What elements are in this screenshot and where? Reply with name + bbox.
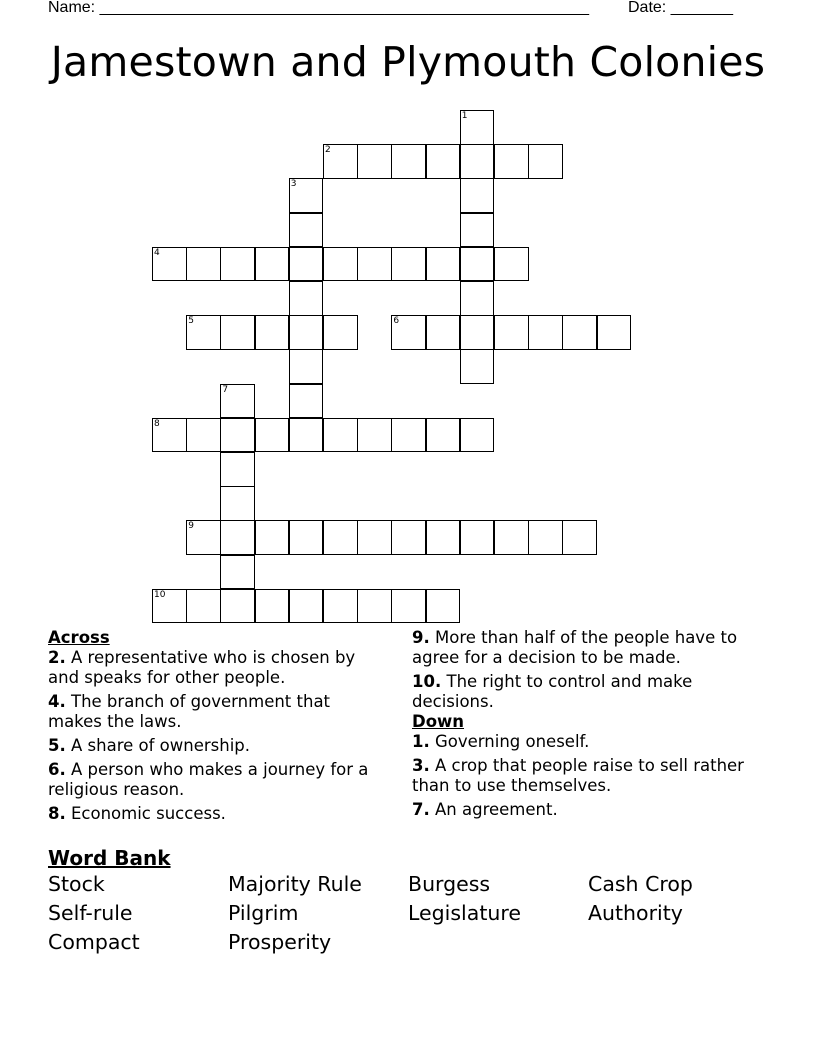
- clue-text: The right to control and make decisions.: [412, 672, 693, 711]
- crossword-cell[interactable]: [460, 520, 495, 555]
- crossword-cell[interactable]: [460, 281, 495, 316]
- crossword-cell[interactable]: [152, 589, 187, 624]
- clue-number: 8.: [48, 804, 66, 823]
- crossword-cell[interactable]: [562, 315, 597, 350]
- crossword-cell[interactable]: [460, 315, 495, 350]
- crossword-cell[interactable]: [220, 486, 255, 521]
- crossword-cell[interactable]: [220, 315, 255, 350]
- crossword-cell[interactable]: [323, 589, 358, 624]
- crossword-cell[interactable]: [289, 589, 324, 624]
- crossword-cell[interactable]: [494, 315, 529, 350]
- word-bank-item: Pilgrim: [228, 901, 299, 925]
- crossword-cell[interactable]: [289, 315, 324, 350]
- clue-number: 1.: [412, 732, 430, 751]
- crossword-cell[interactable]: [220, 555, 255, 590]
- crossword-cell[interactable]: [152, 418, 187, 453]
- crossword-cell[interactable]: [186, 315, 221, 350]
- clue-number: 4.: [48, 692, 66, 711]
- crossword-cell[interactable]: [391, 247, 426, 282]
- clue-across-10: [412, 672, 762, 712]
- clue-number: 2.: [48, 648, 66, 667]
- crossword-cell[interactable]: [391, 418, 426, 453]
- cell-number: 7: [222, 384, 229, 395]
- clue-across-9: [412, 628, 762, 668]
- page-title: Jamestown and Plymouth Colonies: [50, 38, 766, 86]
- clue-across-8: [48, 804, 388, 824]
- crossword-cell[interactable]: [426, 589, 461, 624]
- crossword-cell[interactable]: [289, 418, 324, 453]
- cell-number: 1: [461, 111, 468, 121]
- clue-across-6: [48, 760, 388, 800]
- crossword-cell[interactable]: [460, 110, 495, 145]
- crossword-cell[interactable]: [528, 520, 563, 555]
- crossword-cell[interactable]: [460, 178, 495, 213]
- crossword-cell[interactable]: [255, 589, 290, 624]
- crossword-cell[interactable]: [357, 520, 392, 555]
- crossword-cell[interactable]: [562, 520, 597, 555]
- crossword-cell[interactable]: [289, 247, 324, 282]
- word-bank-item: Legislature: [408, 901, 521, 925]
- word-bank-item: Majority Rule: [228, 872, 362, 896]
- clue-text: Governing oneself.: [435, 732, 590, 751]
- crossword-cell[interactable]: [323, 315, 358, 350]
- clue-text: The branch of government that makes the laws.: [48, 692, 331, 731]
- crossword-cell[interactable]: [220, 589, 255, 624]
- clue-text: A representative who is chosen by and speaks for other people.: [48, 648, 356, 687]
- clue-text: More than half of the people have to agree for a decision to be made.: [412, 628, 738, 667]
- cell-number: 3: [290, 179, 297, 190]
- clue-number: 3.: [412, 756, 430, 775]
- crossword-cell[interactable]: [357, 589, 392, 624]
- clue-text: A person who makes a journey for a religious reason.: [48, 760, 369, 799]
- crossword-cell[interactable]: [391, 144, 426, 179]
- crossword-cell[interactable]: [255, 520, 290, 555]
- crossword-cell[interactable]: [357, 418, 392, 453]
- crossword-cell[interactable]: [426, 418, 461, 453]
- crossword-cell[interactable]: [460, 144, 495, 179]
- name-field[interactable]: Name: _______________________________________________________: [48, 0, 589, 16]
- word-bank-item: Burgess: [408, 872, 491, 896]
- crossword-cell[interactable]: [186, 418, 221, 453]
- crossword-cell[interactable]: [323, 418, 358, 453]
- crossword-cell[interactable]: [460, 213, 495, 248]
- crossword-cell[interactable]: [494, 247, 529, 282]
- crossword-cell[interactable]: [289, 178, 324, 213]
- down-heading: Down: [412, 712, 465, 731]
- clue-down-1: [412, 732, 762, 752]
- cell-number: 10: [154, 589, 166, 600]
- word-bank-item: Prosperity: [228, 930, 332, 954]
- clue-text: Economic success.: [71, 804, 226, 823]
- crossword-cell[interactable]: [289, 349, 324, 384]
- cell-number: 4: [154, 247, 160, 258]
- crossword-cell[interactable]: [597, 315, 632, 350]
- crossword-cell[interactable]: [289, 520, 324, 555]
- crossword-cell[interactable]: [460, 247, 495, 282]
- clues-column-right: [412, 628, 762, 824]
- crossword-cell[interactable]: [152, 247, 187, 282]
- crossword-cell[interactable]: [426, 144, 461, 179]
- word-bank-item: Authority: [588, 901, 683, 925]
- clue-across-5: [48, 736, 388, 756]
- clue-across-2: [48, 648, 388, 688]
- crossword-cell[interactable]: [255, 247, 290, 282]
- clue-text: An agreement.: [435, 800, 558, 819]
- crossword-cell[interactable]: [357, 247, 392, 282]
- clues-column-left: [48, 628, 388, 828]
- clue-number: 6.: [48, 760, 66, 779]
- word-bank-item: Self-rule: [48, 901, 133, 925]
- crossword-cell[interactable]: [460, 418, 495, 453]
- crossword-cell[interactable]: [255, 315, 290, 350]
- crossword-cell[interactable]: [426, 520, 461, 555]
- crossword-cell[interactable]: [426, 315, 461, 350]
- crossword-cell[interactable]: [391, 589, 426, 624]
- crossword-cell[interactable]: [460, 349, 495, 384]
- crossword-cell[interactable]: [528, 315, 563, 350]
- crossword-cell[interactable]: [391, 315, 426, 350]
- across-heading: Across: [48, 628, 110, 647]
- cell-number: 8: [154, 418, 160, 429]
- crossword-cell[interactable]: [323, 247, 358, 282]
- crossword-cell[interactable]: [186, 247, 221, 282]
- cell-number: 6: [393, 316, 400, 327]
- crossword-cell[interactable]: [186, 589, 221, 624]
- crossword-cell[interactable]: [289, 213, 324, 248]
- clue-down-3: [412, 756, 762, 796]
- crossword-cell[interactable]: [323, 144, 358, 179]
- crossword-cell[interactable]: [426, 247, 461, 282]
- cell-number: 2: [325, 145, 331, 156]
- crossword-cell[interactable]: [220, 384, 255, 419]
- crossword-cell[interactable]: [220, 418, 255, 453]
- clue-text: A crop that people raise to sell rather than to use themselves.: [412, 756, 744, 795]
- crossword-cell[interactable]: [391, 520, 426, 555]
- crossword-cell[interactable]: [494, 520, 529, 555]
- crossword-cell[interactable]: [255, 418, 290, 453]
- crossword-cell[interactable]: [289, 281, 324, 316]
- crossword-cell[interactable]: [220, 520, 255, 555]
- clue-number: 7.: [412, 800, 430, 819]
- word-bank-item: Stock: [48, 872, 105, 896]
- word-bank-title: Word Bank: [48, 846, 171, 870]
- crossword-cell[interactable]: [220, 247, 255, 282]
- clue-number: 10.: [412, 672, 442, 691]
- clue-number: 5.: [48, 736, 66, 755]
- crossword-cell[interactable]: [323, 520, 358, 555]
- crossword-cell[interactable]: [220, 452, 255, 487]
- word-bank: [48, 872, 768, 954]
- word-bank-item: Compact: [48, 930, 140, 954]
- crossword-cell[interactable]: [289, 384, 324, 419]
- clue-number: 9.: [412, 628, 430, 647]
- crossword-cell[interactable]: [494, 144, 529, 179]
- cell-number: 5: [188, 316, 194, 327]
- crossword-cell[interactable]: [186, 520, 221, 555]
- crossword-cell[interactable]: [357, 144, 392, 179]
- cell-number: 9: [188, 521, 194, 532]
- clue-across-4: [48, 692, 388, 732]
- clue-text: A share of ownership.: [71, 736, 251, 755]
- clue-down-7: [412, 800, 762, 820]
- date-field[interactable]: Date: _______: [628, 0, 733, 16]
- crossword-cell[interactable]: [528, 144, 563, 179]
- word-bank-item: Cash Crop: [588, 872, 693, 896]
